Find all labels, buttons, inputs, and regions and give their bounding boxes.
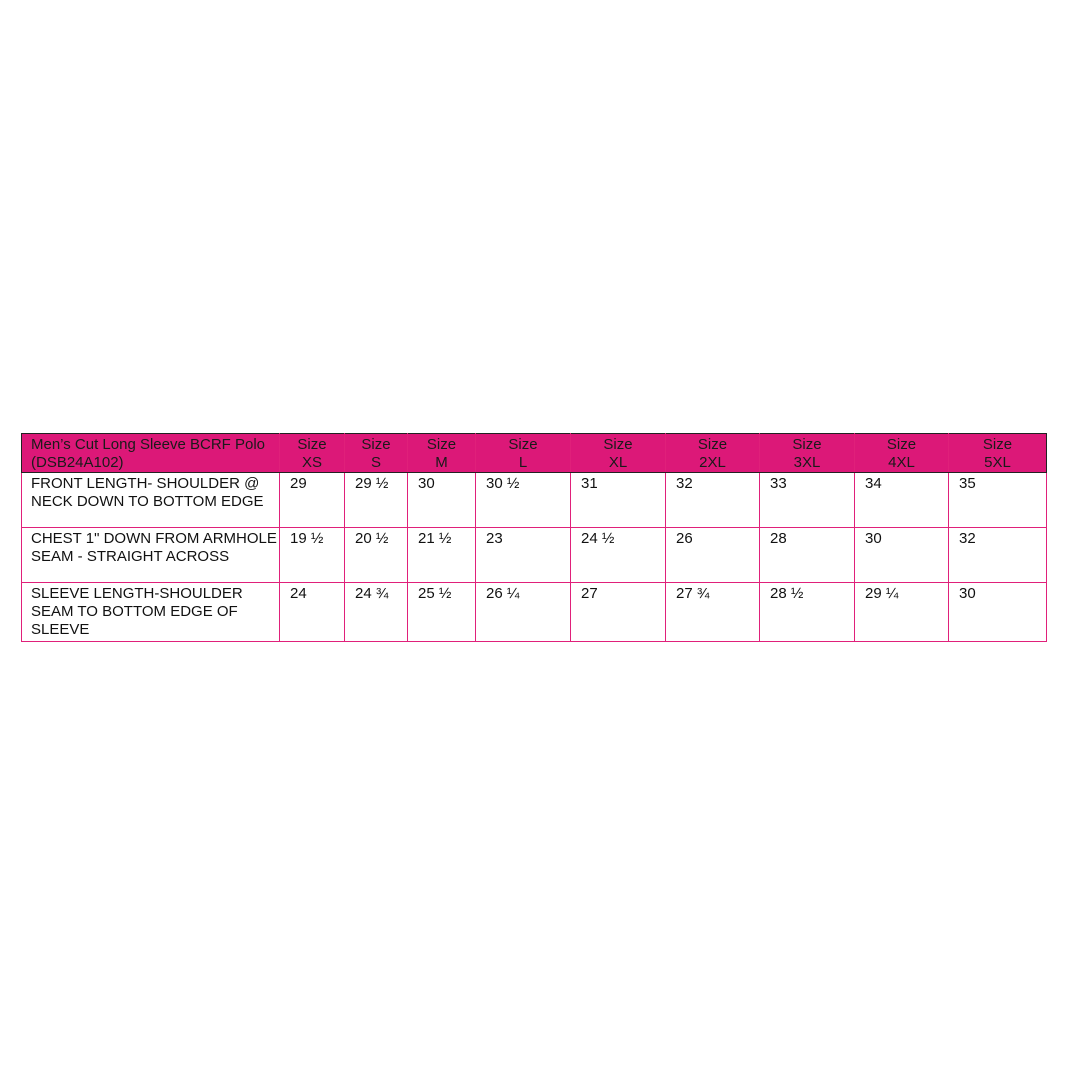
measurement-label: CHEST 1" DOWN FROM ARMHOLE SEAM - STRAIGHT ACROSS — [22, 528, 280, 583]
measurement-value: 30 — [949, 583, 1047, 642]
header-row — [22, 434, 1047, 473]
table-row — [22, 528, 1047, 583]
measurement-value: 30 ½ — [476, 473, 571, 528]
size-label: M — [435, 454, 448, 471]
size-label: S — [370, 454, 381, 471]
size-chart-table — [21, 433, 1047, 642]
measurement-value: 32 — [949, 528, 1047, 583]
size-label: 2XL — [699, 454, 726, 471]
measurement-value: 23 — [476, 528, 571, 583]
measurement-value: 28 ½ — [760, 583, 855, 642]
size-header-3xl — [760, 434, 855, 473]
size-header-5xl — [949, 434, 1047, 473]
size-label: XS — [301, 454, 322, 471]
size-word: Size — [886, 436, 917, 453]
size-word: Size — [426, 436, 457, 453]
size-word: Size — [697, 436, 728, 453]
measurement-value: 28 — [760, 528, 855, 583]
size-word: Size — [603, 436, 633, 453]
measurement-value: 33 — [760, 473, 855, 528]
size-word: Size — [792, 436, 822, 453]
measurement-value: 32 — [666, 473, 760, 528]
table-row — [22, 473, 1047, 528]
size-word: Size — [508, 436, 538, 453]
measurement-value: 26 ¼ — [476, 583, 571, 642]
size-label: 4XL — [888, 454, 915, 471]
measurement-value: 26 — [666, 528, 760, 583]
size-word: Size — [361, 436, 391, 453]
measurement-value: 35 — [949, 473, 1047, 528]
size-label: 3XL — [793, 454, 821, 471]
size-word: Size — [982, 436, 1013, 453]
measurement-value: 24 — [280, 583, 345, 642]
measurement-value: 25 ½ — [408, 583, 476, 642]
size-header-l — [476, 434, 571, 473]
measurement-value: 27 — [571, 583, 666, 642]
product-title: Men’s Cut Long Sleeve BCRF Polo (DSB24A102) — [22, 434, 280, 473]
measurement-value: 30 — [408, 473, 476, 528]
size-label: XL — [608, 454, 628, 471]
measurement-value: 19 ½ — [280, 528, 345, 583]
measurement-label: FRONT LENGTH- SHOULDER @ NECK DOWN TO BOTTOM EDGE — [22, 473, 280, 528]
measurement-label: SLEEVE LENGTH-SHOULDER SEAM TO BOTTOM EDGE OF SLEEVE — [22, 583, 280, 642]
size-header-xl — [571, 434, 666, 473]
measurement-value: 29 ½ — [345, 473, 408, 528]
size-word: Size — [297, 436, 327, 453]
measurement-value: 30 — [855, 528, 949, 583]
size-header-4xl — [855, 434, 949, 473]
measurement-value: 24 ¾ — [345, 583, 408, 642]
measurement-value: 34 — [855, 473, 949, 528]
measurement-value: 27 ¾ — [666, 583, 760, 642]
measurement-value: 24 ½ — [571, 528, 666, 583]
table-row — [22, 583, 1047, 642]
size-header-s — [345, 434, 408, 473]
size-header-xs — [280, 434, 345, 473]
measurement-value: 20 ½ — [345, 528, 408, 583]
size-header-2xl — [666, 434, 760, 473]
measurement-value: 29 ¼ — [855, 583, 949, 642]
size-label: L — [518, 454, 528, 471]
measurement-value: 29 — [280, 473, 345, 528]
size-header-m — [408, 434, 476, 473]
size-label: 5XL — [984, 454, 1011, 471]
measurement-value: 31 — [571, 473, 666, 528]
measurement-value: 21 ½ — [408, 528, 476, 583]
